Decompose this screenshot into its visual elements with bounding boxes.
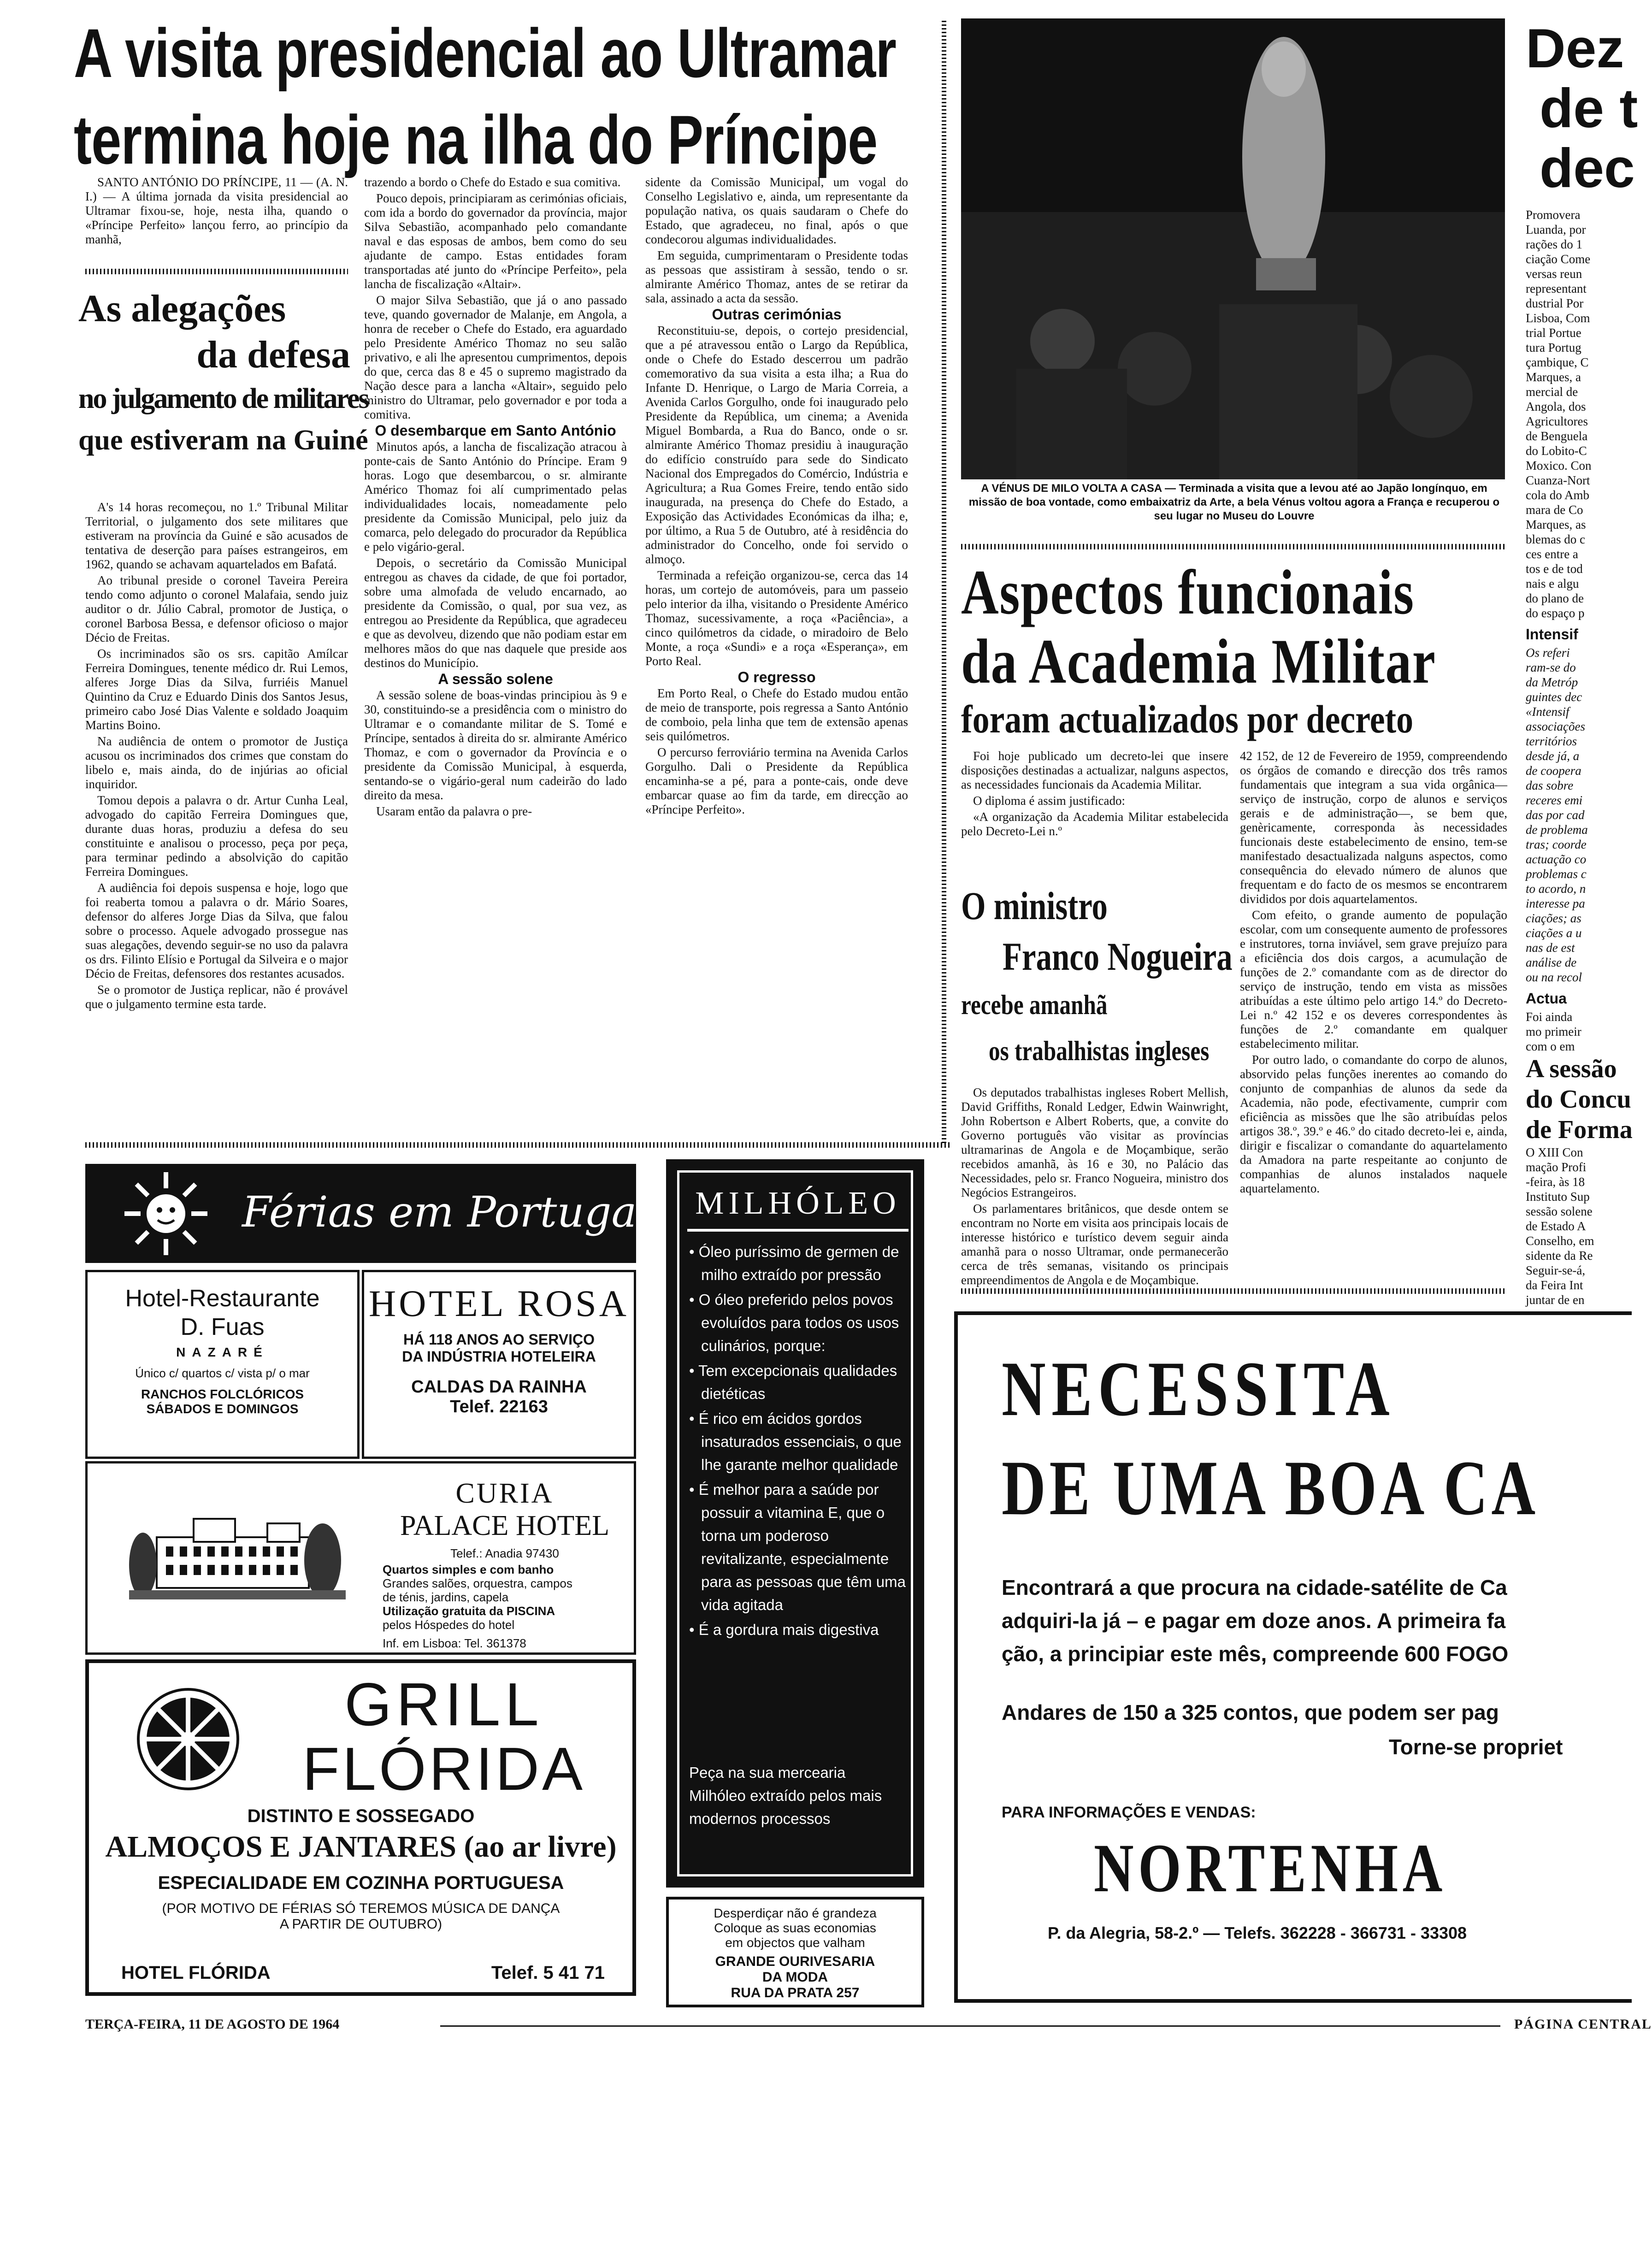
right-edge-line: versas reun [1526, 267, 1582, 281]
right-edge-line: juntar de en [1526, 1293, 1585, 1307]
ourivesaria-ad [666, 1897, 924, 2007]
milholeo-list [689, 1240, 906, 1643]
defesa-paragraph: Se o promotor de Justiça replicar, não é provável que o julgamento termine esta tarde. [85, 983, 348, 1011]
right-edge-line: nas de est [1526, 941, 1575, 955]
academia-paragraph: Foi hoje publicado um decreto-lei que insere disposições destinadas a actualizar, nalguns aspectos, as necessidades funcionais da Academia Militar. [961, 749, 1228, 791]
visit-paragraph: Em Porto Real, o Chefe do Estado mudou então de meio de transporte, pois regressa a Santo António de comboio, pela linha que tem de extensão apenas seis quilómetros. [645, 686, 908, 743]
right-edge-line: mação Profi [1526, 1160, 1587, 1174]
fuas-title-1: Hotel-Restaurante [125, 1285, 320, 1312]
right-edge-line: receres emi [1526, 793, 1583, 807]
milholeo-item: • Óleo puríssimo de germen de milho extraído por pressão [689, 1243, 899, 1283]
grill-ad [85, 1659, 636, 1996]
right-edge-line: sidente da Re [1526, 1249, 1593, 1263]
right-edge-line: ram-se do [1526, 661, 1576, 674]
subheading-sessao: A sessão solene [438, 671, 553, 687]
ourivesaria-line-2: Coloque as suas economias [714, 1921, 876, 1935]
right-headline-3: dec [1540, 137, 1635, 199]
rosa-line-1: HÁ 118 ANOS AO SERVIÇO [403, 1331, 595, 1348]
visit-paragraph: Em seguida, cumprimentaram o Presidente todas as pessoas que assistiram à sessão, tendo o sr. almirante Américo Thomaz, antes de se retirar da sala, assinado a acta da sessão. [645, 248, 908, 305]
fuas-line-2: RANCHOS FOLCLÓRICOS [141, 1387, 304, 1401]
fuas-title-2: D. Fuas [180, 1314, 265, 1340]
orange-slice-icon [135, 1686, 241, 1792]
visit-paragraph: Pouco depois, principiaram as cerimónias oficiais, com ida a bordo do governador da província, major Silva Sebastião, acompanhado pelo comandante naval e das esposas de ambos, bem como do seu ajudante de campo. Estas entidades foram transportadas até junto do «Príncipe Perfeito», pela lancha de fiscalização «Altair». [364, 191, 627, 291]
right-edge-line: Moxico. Con [1526, 459, 1592, 472]
rosa-ad [362, 1270, 636, 1459]
visit-paragraph: Reconstituiu-se, depois, o cortejo presidencial, que a pé atravessou então o Largo da República, onde o Chefe do Estado descerrou um padrão comemorativo da sua visita a esta ilha; a Rua do Infante D. Henrique, o Largo de Maria Correia, a Avenida Carlos Gorgulho, onde foi inaugurado pelo Presidente da República, um cinema; a Avenida Miguel Bombarda, a Rua do Banco, onde o sr. almirante Américo Thomaz presidiu à inauguração do edifício construído para sede do Sindicato Nacional dos Empregados do Comércio, Indústria e Agricultura; a Rua Gomes Freire, tendo então sido inaugurada, na presença do Chefe do Estado, a Exposição das Actividades Económicas da ilha; e, por último, a Rua 5 de Outubro, até à residência do administrador do Concelho, onde foi servido o almoço. [645, 324, 908, 566]
right-edge-headline: de Forma [1526, 1115, 1633, 1144]
right-edge-body [1526, 207, 1633, 1307]
caption-bold: A VÉNUS DE MILO VOLTA A CASA — [981, 482, 1176, 495]
ministro-headline [961, 880, 1233, 1074]
right-edge-line: análise de [1526, 956, 1577, 969]
curia-title-2: PALACE HOTEL [400, 1510, 610, 1541]
academia-column-2 [1240, 749, 1507, 1279]
headline-line-2: termina hoje na ilha do Príncipe [74, 101, 878, 178]
rosa-line-2: DA INDÚSTRIA HOTELEIRA [402, 1348, 596, 1365]
curia-title-1: CURIA [455, 1478, 554, 1509]
milholeo-footer: Peça na sua mercearia Milhóleo extraído pelos mais modernos processos [689, 1764, 882, 1827]
right-edge-subheading: Actua [1526, 990, 1567, 1007]
right-edge-line: Agricultores [1526, 414, 1588, 428]
academia-column-1 [961, 749, 1228, 864]
right-edge-line: mo primeir [1526, 1025, 1581, 1038]
defesa-paragraph: Tomou depois a palavra o dr. Artur Cunha Leal, advogado do capitão Ferreira Domingues que, durante duas horas, produziu a defesa do seu constituinte e analisou o processo, peça por peça, para terminar pedindo a absolvição do capitão Ferreira Domingues. [85, 793, 348, 879]
academia-title-1: Aspectos funcionais [961, 557, 1415, 627]
right-edge-line: dustrial Por [1526, 296, 1584, 310]
right-edge-line: das sobre [1526, 779, 1574, 792]
right-edge-line: de Benguela [1526, 429, 1588, 443]
right-edge-line: O XIII Con [1526, 1145, 1583, 1159]
footer-page: PÁGINA CENTRAL [1514, 2017, 1652, 2032]
right-headline-1: Dez [1526, 18, 1624, 79]
right-edge-line: representant [1526, 282, 1587, 295]
academia-paragraph: «A organização da Academia Militar estabelecida pelo Decreto-Lei n.º [961, 810, 1228, 838]
right-edge-line: Angola, dos [1526, 400, 1586, 413]
milholeo-item: • É melhor para a saúde por possuir a vitamina E, que o torna um poderoso revitalizante, especialmente para as pessoas que têm uma vida agitada [689, 1481, 906, 1613]
nortenha-brand: NORTENHA [1094, 1830, 1447, 1906]
nortenha-heading-2: DE UMA BOA CA [1002, 1445, 1539, 1531]
curia-line-4: Utilização gratuita da PISCINA [383, 1604, 555, 1618]
visit-paragraph: Minutos após, a lancha de fiscalização atracou à ponte-cais de Santo António do Príncipe. Eram 9 horas. Logo que desembarcou, o sr. almirante Américo Thomaz foi alí cumprimentado pelas individualidades locais, nomeadamente pelo presidente da Comissão Municipal, pelo juiz da comarca, pelo delegado do procurador da República e pelo vigário-geral. [364, 440, 627, 554]
rosa-line-3: CALDAS DA RAINHA [411, 1377, 587, 1397]
milholeo-item: • Tem excepcionais qualidades dietéticas [689, 1362, 897, 1402]
divider [85, 1142, 952, 1148]
nortenha-text-4: Andares de 150 a 325 contos, que podem ser pag [1002, 1700, 1499, 1724]
right-edge-line: tos e de tod [1526, 562, 1583, 576]
visit-column-3 [645, 175, 908, 1134]
right-edge-line: Marques, as [1526, 518, 1586, 531]
defesa-paragraph: A's 14 horas recomeçou, no 1.º Tribunal Militar Territorial, o julgamento dos sete militares que estiveram na província da Guiné e são acusados de tentativa de deserção para países estrangeiros, em 1962, quando se achavam aquartelados em Bafatá. [85, 500, 348, 571]
right-edge-line: Cuanza-Nort [1526, 473, 1590, 487]
right-edge-subheading: Intensif [1526, 626, 1578, 643]
ministro-paragraph: Os parlamentares britânicos, que desde ontem se encontram no Norte em visita aos principais locais de interesse histórico e turístico devem seguir ainda amanhã para o nosso Ultramar, onde permanecerão cerca de três semanas, visitando os principais empreendimentos de Angola e de Moçambique. [961, 1202, 1228, 1287]
right-edge-line: Promovera [1526, 208, 1581, 222]
divider [961, 1288, 1505, 1294]
right-edge-line: Lisboa, Com [1526, 311, 1590, 325]
milholeo-title: MILHÓLEO [695, 1186, 901, 1221]
nortenha-text-3: ção, a principiar este mês, compreende 600 FOGO [1002, 1642, 1509, 1666]
defesa-headline [78, 286, 368, 461]
right-edge-line: mercial de [1526, 385, 1578, 399]
right-edge-line: ciações; as [1526, 911, 1581, 925]
right-edge-line: do plano de [1526, 591, 1584, 605]
grill-title-1: GRILL [344, 1670, 543, 1738]
right-edge-line: interesse pa [1526, 897, 1585, 910]
defesa-title-1: As alegações [78, 287, 286, 330]
defesa-paragraph: Os incriminados são os srs. capitão Amílcar Ferreira Domingues, tenente médico dr. Rui Lemos, alferes Jorge Dias da Silva, furriéis Manuel Quintino da Cruz e Eduardo Dinis dos Santos Jesus, primeiro cabo José Dias Valente e soldado Joaquim Martins Boino. [85, 647, 348, 732]
divider [85, 269, 348, 274]
right-edge-line: das por cad [1526, 808, 1585, 822]
right-edge-line: cola do Amb [1526, 488, 1589, 502]
grill-phone: Telef. 5 41 71 [491, 1963, 605, 1983]
academia-title-2: da Academia Militar [961, 626, 1436, 696]
ministro-title-3: recebe amanhã [961, 990, 1108, 1020]
ferias-title: Férias em Portugal [242, 1187, 650, 1237]
ourivesaria-line-5: DA MODA [762, 1970, 828, 1985]
academia-paragraph: 42 152, de 12 de Fevereiro de 1959, compreendendo os órgãos de comando e direcção dos três ramos fundamentais que integram a sua vida orgânica—serviço de instrução, corpo de alunos e serviços gerais e de administração—, se bem que, genèricamente, corresponda às necessidades funcionais deste estabelecimento de ensino, tem-se manifestado desactualizada nalguns aspectos, como consequência do elevado número de alunos que frequentam e do facto de os mesmos se encontrarem divididos por dois aquartelamentos. [1240, 749, 1507, 906]
right-edge-line: tras; coorde [1526, 838, 1587, 851]
nortenha-text-2: adquiri-la já – e pagar em doze anos. A primeira fa [1002, 1609, 1506, 1633]
defesa-paragraph: Ao tribunal preside o coronel Taveira Pereira tendo como adjunto o coronel Malafaia, sendo juiz auditor o dr. Júlio Cabral, promotor de Justiça, o coronel Barbosa Bessa, e defensor oficioso o major Décio de Freitas. [85, 573, 348, 644]
right-edge-line: do espaço p [1526, 606, 1585, 620]
grill-title-2: FLÓRIDA [302, 1735, 586, 1803]
right-edge-line: Foi ainda [1526, 1010, 1573, 1024]
ministro-title-4: os trabalhistas ingleses [989, 1036, 1210, 1066]
right-edge-line: de problema [1526, 823, 1588, 837]
grill-line-5: A PARTIR DE OUTUBRO) [279, 1917, 442, 1932]
academia-paragraph: O diploma é assim justificado: [973, 794, 1125, 808]
rosa-line-4: Telef. 22163 [450, 1397, 548, 1416]
defesa-paragraph: A audiência foi depois suspensa e hoje, logo que foi reaberta tomou a palavra o dr. Mário Soares, defensor do alferes Jorge Dias da Silva, que falou sobre o processo. Aquele advogado prossegue nas suas alegações, devendo seguir-se no uso da palavra os drs. Filinto Elísio e Portugal da Silveira e o major Décio de Freitas, defensores dos restantes acusados. [85, 881, 348, 980]
venus-photo-image [961, 18, 1505, 479]
grill-line-2: ALMOÇOS E JANTARES (ao ar livre) [105, 1830, 617, 1864]
subheading-desembarque: O desembarque em Santo António [375, 422, 616, 439]
right-edge-line: mara de Co [1526, 503, 1583, 517]
right-edge-line: actuação co [1526, 852, 1587, 866]
right-edge-line: desde já, a [1526, 749, 1580, 763]
nortenha-heading-1: NECESSITA [1002, 1345, 1396, 1432]
right-edge-line: Os referi [1526, 646, 1570, 660]
visit-column-2 [364, 175, 627, 1134]
grill-hotel: HOTEL FLÓRIDA [121, 1963, 271, 1983]
visit-column-1 [85, 175, 348, 279]
curia-line-1: Quartos simples e com banho [383, 1563, 554, 1576]
fuas-town: NAZARÉ [176, 1345, 269, 1359]
ministro-title-2: Franco Nogueira [1003, 934, 1233, 979]
right-edge-line: da Feira Int [1526, 1278, 1583, 1292]
academia-title-3: foram actualizados por decreto [961, 697, 1414, 741]
ministro-column [961, 1086, 1228, 1287]
page-footer [85, 2017, 1652, 2035]
curia-line-6: Inf. em Lisboa: Tel. 361378 [383, 1636, 526, 1650]
defesa-paragraph: Na audiência de ontem o promotor de Justiça acusou os incriminados dos crimes que constam do libelo e, mais ainda, do de injúrias ao oficial inquiridor. [85, 734, 348, 791]
right-edge-headline: do Concu [1526, 1085, 1631, 1114]
fuas-line-1: Único c/ quartos c/ vista p/ o mar [135, 1366, 310, 1380]
visit-paragraph: A sessão solene de boas-vindas principiou às 9 e 30, constituindo-se a presidência com o ministro do Ultramar e o comandante militar de S. Tomé e Príncipe, sentados à direita do sr. almirante Américo Thomaz, e com o governador da Província e o presidente da Comissão Municipal, à esquerda, sentando-se o vigário-geral num cadeirão do lado direito da mesa. [364, 688, 627, 802]
ourivesaria-line-3: em objectos que valham [725, 1935, 865, 1950]
right-edge-line: com o em [1526, 1039, 1575, 1053]
ourivesaria-line-4: GRANDE OURIVESARIA [715, 1954, 875, 1969]
right-edge-line: problemas c [1526, 867, 1587, 881]
defesa-title-3: no julgamento de militares [78, 383, 368, 414]
right-edge-line: Luanda, por [1526, 223, 1586, 236]
nortenha-address: P. da Alegria, 58-2.º — Telefs. 362228 - 366731 - 33308 [1048, 1923, 1467, 1942]
right-edge-line: rações do 1 [1526, 237, 1582, 251]
right-edge-line: ciações a u [1526, 926, 1582, 940]
right-edge-line: ciação Come [1526, 252, 1591, 266]
divider [942, 18, 946, 1143]
defesa-title-2: da defesa [196, 333, 350, 376]
right-edge-line: guintes dec [1526, 690, 1582, 704]
right-edge-line: ces entre a [1526, 547, 1578, 561]
ministro-title-1: O ministro [961, 884, 1108, 928]
photo-caption [966, 482, 1503, 523]
nortenha-text-1: Encontrará a que procura na cidade-satélite de Ca [1002, 1575, 1507, 1599]
right-edge-line: sessão solene [1526, 1204, 1593, 1218]
visit-paragraph: Terminada a refeição organizou-se, cerca das 14 horas, um cortejo de automóveis, para um passeio pelo interior da ilha, visitando o Presidente Américo Thomaz, sucessivamente, a roça «Paciência», a cinco quilómetros da cidade, o miradoiro de Belo Monte, a roça «Sundi» e a roça «Esperança», em Porto Real. [645, 568, 908, 668]
visit-paragraph: SANTO ANTÓNIO DO PRÍNCIPE, 11 — (A. N. I.) — A última jornada da visita presidencial ao Ultramar fixou-se, hoje, nesta ilha, quando o «Príncipe Perfeito» lançou ferro, ao princípio da manhã, [85, 175, 348, 246]
right-edge-line: to acordo, n [1526, 882, 1586, 896]
grill-line-3: ESPECIALIDADE EM COZINHA PORTUGUESA [158, 1873, 564, 1893]
right-edge-line: Conselho, em [1526, 1234, 1594, 1248]
right-edge-line: nais e algu [1526, 577, 1579, 590]
divider [961, 544, 1505, 549]
visit-paragraph: trazendo a bordo o Chefe do Estado e sua comitiva. [364, 175, 621, 189]
right-edge-headline: A sessão [1526, 1055, 1617, 1083]
subheading-outras: Outras cerimónias [712, 306, 842, 323]
right-edge-line: Seguir-se-á, [1526, 1263, 1586, 1277]
footer-date: TERÇA-FEIRA, 11 DE AGOSTO DE 1964 [85, 2017, 340, 2032]
right-edge-line: da Metróp [1526, 675, 1578, 689]
right-headline-2: de t [1540, 77, 1638, 139]
ferias-ad [85, 1164, 650, 1263]
caption-text: Terminada a visita que a levou até ao Japão longínquo, em missão de boa vontade, como embaixatriz da Arte, a bela Vénus voltou agora a França e recuperou o seu lugar no Museu do Louvre [968, 482, 1500, 522]
milholeo-item: • O óleo preferido pelos povos evoluídos para todos os usos culinários, porque: [689, 1291, 899, 1354]
defesa-title-4: que estiveram na Guiné [78, 425, 368, 456]
nortenha-ad [954, 1311, 1632, 2003]
rosa-title: HOTEL ROSA [369, 1282, 629, 1324]
curia-line-3: de ténis, jardins, capela [383, 1590, 509, 1604]
visit-paragraph: Depois, o secretário da Comissão Municipal entregou as chaves da cidade, de que foi portador, sobre uma almofada de veludo encarnado, ao presidente da Comissão, o qual, por sua vez, as entregou ao Presidente da República, que agradeceu e que as devolveu, dizendo que não podiam estar em melhores mãos do que nas daquele que preside aos destinos do Município. [364, 556, 627, 670]
ourivesaria-line-1: Desperdiçar não é grandeza [714, 1906, 877, 1920]
curia-ad [85, 1461, 636, 1655]
curia-line-5: pelos Hóspedes do hotel [383, 1618, 515, 1632]
ourivesaria-line-6: RUA DA PRATA 257 [731, 1985, 860, 2000]
right-edge-line: associações [1526, 720, 1585, 733]
ministro-paragraph: Os deputados trabalhistas ingleses Robert Mellish, David Griffiths, Ronald Ledger, Edwin Wainwright, John Robertson e Albert Roberts, que, a convite do Governo português vão visitar as províncias ultramarinas de Angola e de Moçambique, serão recebidos amanhã, às 16 e 30, no Palácio das Necessidades, pelo sr. Franco Nogueira, ministro dos Negócios Estrangeiros. [961, 1086, 1228, 1199]
milholeo-ad [666, 1159, 924, 1888]
sun-icon [120, 1168, 212, 1260]
main-headline [74, 14, 936, 178]
curia-phone: Telef.: Anadia 97430 [450, 1546, 559, 1560]
right-edge-line: Instituto Sup [1526, 1190, 1590, 1204]
visit-paragraph: sidente da Comissão Municipal, um vogal do Conselho Legislativo e, ainda, um representante da população nativa, os quais saudaram o Chefe do Estado, que agradeceu, no final, após o que condecorou algumas individualidades. [645, 175, 908, 246]
fuas-line-3: SÁBADOS E DOMINGOS [146, 1402, 299, 1416]
right-edge-line: territórios [1526, 734, 1577, 748]
defesa-column [85, 500, 348, 1134]
visit-paragraph: Usaram então da palavra o pre- [376, 804, 532, 818]
academia-paragraph: Por outro lado, o comandante do corpo de alunos, absorvido pelas funções inerentes ao comando do conjunto de companhias de alunos da sede da Academia, não pode, efectivamente, cumprir com eficiência as missões que lhe são atribuídas pelos artigos 38.º, 39.º e 46.º do citado decreto-lei e, ainda, dirigir e fiscalizar o comandante do aquartelamento da Amadora na parte respeitante ao conjunto de companhias de alunos instalados naquele aquartelamento. [1240, 1053, 1507, 1195]
visit-paragraph: O percurso ferroviário termina na Avenida Carlos Gorgulho. Dali o Presidente da República encaminha-se a pé, para a ponte-cais, onde deve embarcar quase ao fim da tarde, em direcção ao «Príncipe Perfeito». [645, 745, 908, 816]
grill-line-1: DISTINTO E SOSSEGADO [247, 1806, 475, 1826]
right-edge-line: tura Portug [1526, 341, 1581, 354]
right-edge-line: de Estado A [1526, 1219, 1586, 1233]
right-edge-line: «Intensif [1526, 705, 1569, 719]
venus-photo [961, 18, 1505, 479]
nortenha-info: PARA INFORMAÇÕES E VENDAS: [1002, 1804, 1256, 1821]
subheading-regresso: O regresso [738, 669, 816, 685]
right-edge-line: Marques, a [1526, 370, 1581, 384]
right-edge-line: blemas do c [1526, 532, 1585, 546]
milholeo-item: • É rico em ácidos gordos insaturados essenciais, o que lhe garante melhor qualidade [689, 1410, 902, 1473]
right-edge-line: de coopera [1526, 764, 1581, 778]
right-edge-line: çambique, C [1526, 355, 1589, 369]
grill-line-4: (POR MOTIVO DE FÉRIAS SÓ TEREMOS MÚSICA DE DANÇA [162, 1901, 560, 1916]
right-edge-line: do Lobito-C [1526, 444, 1587, 458]
milholeo-item: • É a gordura mais digestiva [689, 1621, 879, 1638]
academia-headline [961, 558, 1510, 742]
curia-line-2: Grandes salões, orquestra, campos [383, 1576, 572, 1590]
right-edge-line: trial Portue [1526, 326, 1581, 340]
right-edge-line: -feira, às 18 [1526, 1175, 1585, 1189]
headline-line-1: A visita presidencial ao Ultramar [74, 14, 897, 92]
right-edge-column [1526, 18, 1638, 1307]
nortenha-text-5: Torne-se propriet [1389, 1735, 1563, 1759]
footer-rule [440, 2025, 1500, 2027]
visit-paragraph: O major Silva Sebastião, que já o ano passado teve, quando governador de Malanje, em Angola, a honra de receber o Chefe do Estado, era aguardado pelo Presidente Américo Thomaz no seu salão privativo, e ali lhe apresentou cumprimentos, depois do que, cerca das 8 e 45 o supremo magistrado da Nação desce para a lancha «Altair», seguido pelo ministro do Ultramar, pelo governador e por toda a comitiva. [364, 293, 627, 421]
hotel-building-icon [129, 1496, 346, 1611]
right-edge-line: ou na recol [1526, 970, 1582, 984]
fuas-ad [85, 1270, 360, 1459]
academia-paragraph: Com efeito, o grande aumento de população escolar, com um consequente aumento de professores e instrutores, torna inviável, sem grave prejuízo para a eficiência dos dois cargos, a acumulação de funções de 2.º comandante com as de director do serviço de instrução, tendo em vista as missões atribuídas a este último pelo artigo 14.º do Decreto-Lei n.º 42 152 e os deveres correspondentes às funções de 2.º comandante em qualquer estabelecimento militar. [1240, 908, 1507, 1050]
